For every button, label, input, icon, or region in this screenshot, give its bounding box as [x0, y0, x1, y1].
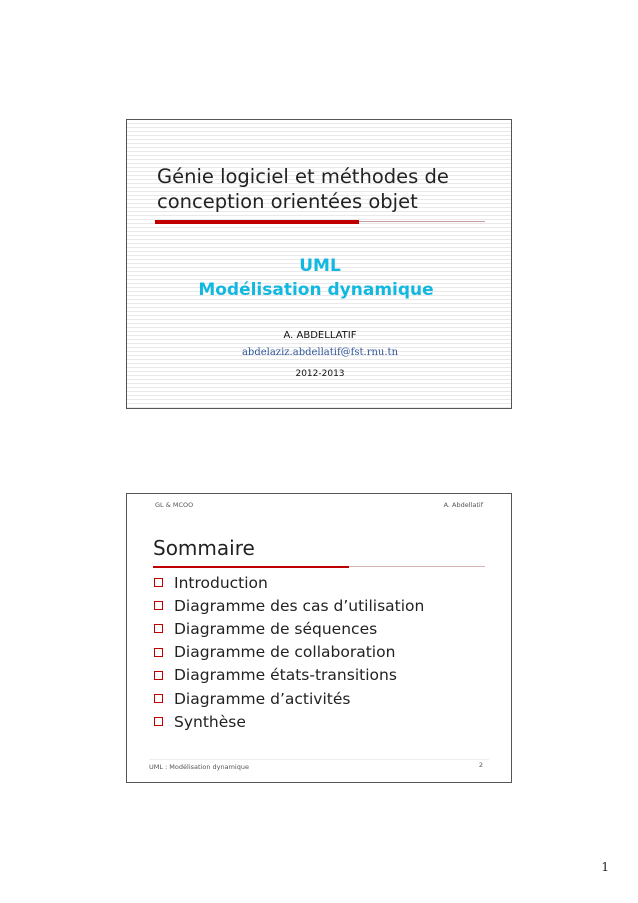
slide-title — [126, 119, 512, 409]
slide-footer-left: UML : Modélisation dynamique — [149, 763, 249, 771]
list-item-label: Diagramme des cas d’utilisation — [174, 596, 425, 615]
list-item — [154, 710, 424, 733]
list-item-label: Diagramme de collaboration — [174, 643, 396, 662]
checkbox-square-icon — [154, 601, 163, 610]
slide-number: 2 — [478, 761, 483, 769]
page-number: 1 — [601, 860, 609, 874]
list-item — [154, 617, 424, 640]
slide-title-heading — [157, 164, 497, 214]
list-item-label: Synthèse — [174, 712, 246, 731]
sommaire-title: Sommaire — [153, 536, 255, 560]
list-item — [154, 641, 424, 664]
slide-sommaire — [126, 493, 512, 783]
title-line-1: Génie logiciel et méthodes de — [157, 165, 449, 188]
list-item-label: Diagramme d’activités — [174, 689, 351, 708]
list-item-label: Diagramme de séquences — [174, 619, 378, 638]
list-item-label: Diagramme états-transitions — [174, 666, 397, 685]
title-thin-rule — [359, 221, 485, 222]
footer-divider — [149, 759, 489, 760]
sommaire-thin-rule — [349, 566, 485, 567]
sommaire-red-rule — [153, 566, 349, 568]
list-item — [154, 664, 424, 687]
checkbox-square-icon — [154, 671, 163, 680]
checkbox-square-icon — [154, 578, 163, 587]
checkbox-square-icon — [154, 624, 163, 633]
subtitle-modelisation: Modélisation dynamique — [198, 280, 434, 300]
sommaire-list — [154, 571, 424, 733]
slide-header-right: A. Abdellatif — [443, 501, 483, 509]
list-item-label: Introduction — [174, 573, 268, 592]
list-item — [154, 594, 424, 617]
list-item — [154, 571, 424, 594]
title-red-rule — [155, 220, 359, 224]
list-item — [154, 687, 424, 710]
author-name: A. ABDELLATIF — [283, 330, 357, 341]
checkbox-square-icon — [154, 717, 163, 726]
slide-header-left: GL & MCOO — [155, 501, 194, 509]
academic-year: 2012-2013 — [295, 369, 345, 379]
author-email-link[interactable]: abdelaziz.abdellatif@fst.rnu.tn — [241, 347, 399, 358]
checkbox-square-icon — [154, 648, 163, 657]
subtitle-uml: UML — [299, 256, 341, 276]
title-line-2: conception orientées objet — [157, 190, 418, 213]
checkbox-square-icon — [154, 694, 163, 703]
